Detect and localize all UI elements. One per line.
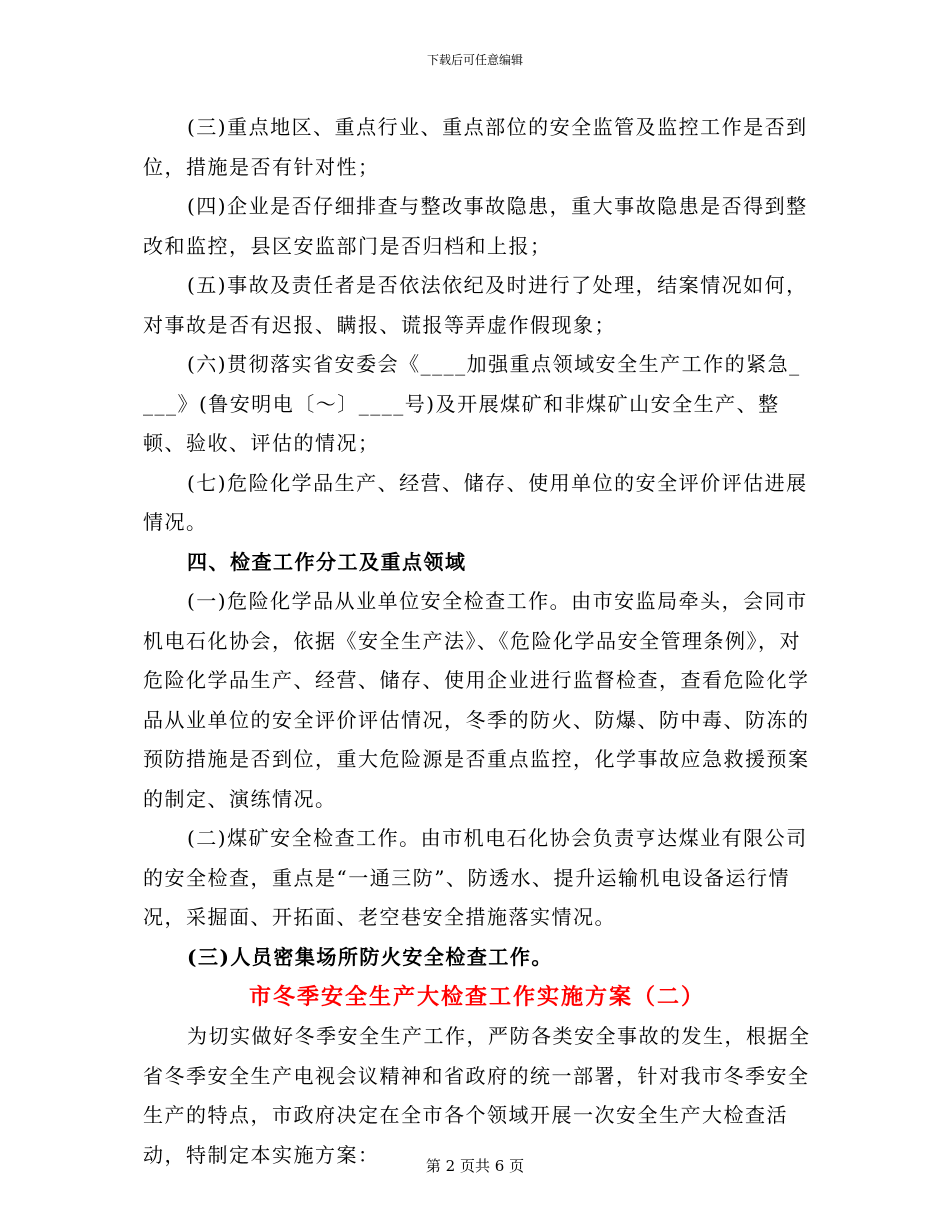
paragraph-4: (四)企业是否仔细排查与整改事故隐患，重大事故隐患是否得到整改和监控，县区安监部门是否归档和上报；: [143, 194, 808, 258]
intro-paragraph: 为切实做好冬季安全生产工作，严防各类安全事故的发生，根据全省冬季安全生产电视会议精神和省政府的统一部署，针对我市冬季安全生产的特点，市政府决定在全市各个领域开展一次安全生产大检查活动，特制定本实施方案：: [143, 1024, 811, 1167]
section-title: 市冬季安全生产大检查工作实施方案（二）: [248, 984, 705, 1010]
paragraph-6: (六)贯彻落实省安委会《____加强重点领域安全生产工作的紧急____》(鲁安明电〔～〕____号)及开展煤矿和非煤矿山安全生产、整顿、验收、评估的情况；: [143, 352, 801, 455]
document-body: [143, 108, 811, 1175]
paragraph-division-3: (三)人员密集场所防火安全检查工作。: [187, 944, 553, 969]
section-heading-4: 四、检查工作分工及重点领域: [187, 549, 467, 574]
paragraph-division-1: (一)危险化学品从业单位安全检查工作。由市安监局牵头，会同市机电石化协会，依据《安全生产法》、《危险化学品安全管理条例》，对危险化学品生产、经营、储存、使用企业进行监督检查，查看危险化学品从业单位的安全评价评估情况，冬季的防火、防爆、防中毒、防冻的预防措施是否到位，重大危险源是否重点监控，化学事故应急救援预案的制定、演练情况。: [143, 589, 810, 811]
paragraph-5: (五)事故及责任者是否依法依纪及时进行了处理，结案情况如何，对事故是否有迟报、瞒报、谎报等弄虚作假现象；: [143, 273, 808, 337]
paragraph-division-2: (二)煤矿安全检查工作。由市机电石化协会负责亨达煤业有限公司的安全检查，重点是“一通三防”、防透水、提升运输机电设备运行情况，采掘面、开拓面、老空巷安全措施落实情况。: [143, 826, 808, 929]
page-header: 下载后可任意编辑: [426, 53, 523, 67]
paragraph-3: (三)重点地区、重点行业、重点部位的安全监管及监控工作是否到位，措施是否有针对性；: [143, 115, 808, 179]
page-footer: 第 2 页共 6 页: [425, 1157, 525, 1175]
paragraph-7: (七)危险化学品生产、经营、储存、使用单位的安全评价评估进展情况。: [143, 470, 808, 534]
